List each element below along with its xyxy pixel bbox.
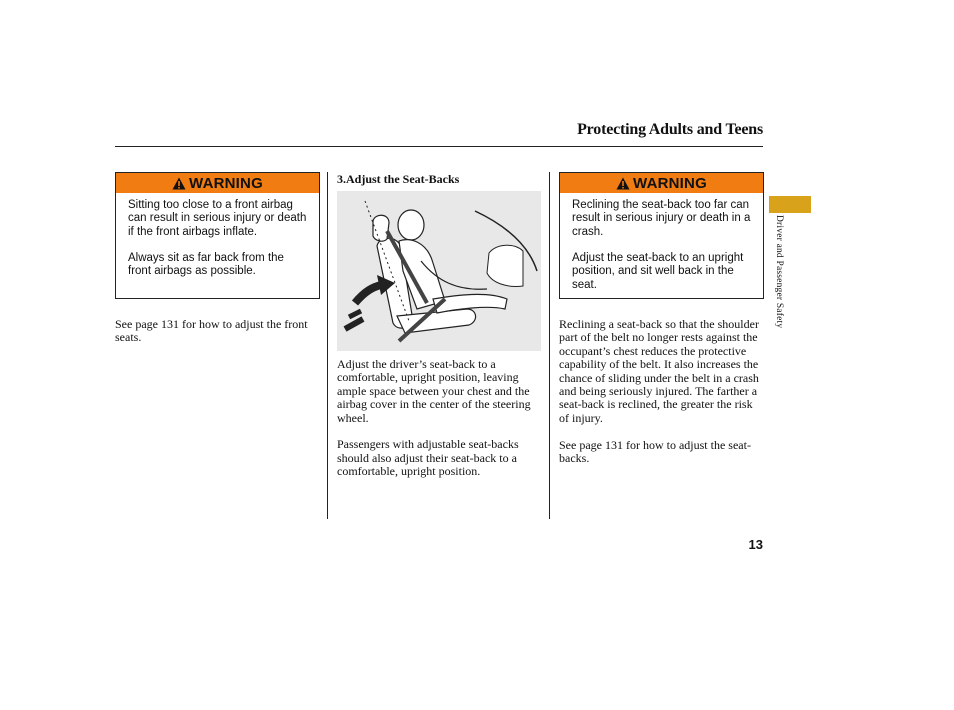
column-divider-right (549, 172, 550, 519)
warning-label: WARNING (189, 174, 263, 192)
section-label: Driver and Passenger Safety (774, 215, 784, 329)
left-body-text (115, 318, 315, 358)
warning-box-recline (559, 172, 764, 299)
right-body-text (559, 318, 759, 479)
warning-body (560, 193, 763, 292)
seat-illustration-icon (337, 191, 541, 351)
page-title: Protecting Adults and Teens (577, 121, 763, 138)
paragraph: See page 131 for how to adjust the seat-backs. (559, 437, 751, 466)
section-tab (769, 196, 811, 213)
paragraph: Reclining a seat-back so that the shoulder part of the belt no longer rests against the occupant’s chest reduces the protective capability of the belt. It also increases the chance of sliding under the belt in a crash and being seriously injured. The farther a seat-back is reclined, the greater the risk of injury. (559, 317, 759, 425)
warning-paragraph: Always sit as far back from the front airbags as possible. (128, 252, 284, 278)
paragraph: Adjust the driver’s seat-back to a comfortable, upright position, leaving ample space between your chest and the airbag cover in the center of the steering wheel. (337, 357, 531, 425)
warning-triangle-icon (172, 177, 186, 190)
warning-header (560, 173, 763, 193)
warning-triangle-icon (616, 177, 630, 190)
warning-paragraph: Reclining the seat-back too far can result in serious injury or death in a crash. (572, 199, 751, 238)
section-heading: 3.Adjust the Seat-Backs (337, 172, 460, 186)
page-number: 13 (748, 537, 763, 552)
middle-body-text (337, 358, 533, 492)
warning-paragraph: Adjust the seat-back to an upright position, and sit well back in the seat. (572, 252, 744, 291)
warning-body (116, 193, 319, 279)
warning-header (116, 173, 319, 193)
column-divider-left (327, 172, 328, 519)
paragraph: See page 131 for how to adjust the front seats. (115, 317, 308, 345)
seat-back-adjustment-illustration (337, 191, 541, 351)
warning-paragraph: Sitting too close to a front airbag can result in serious injury or death if the front airbags inflate. (128, 199, 307, 238)
warning-label: WARNING (633, 174, 707, 192)
warning-box-front-airbag (115, 172, 320, 299)
title-rule (115, 146, 763, 147)
paragraph: Passengers with adjustable seat-backs should also adjust their seat-back to a comfortable, upright position. (337, 437, 519, 479)
